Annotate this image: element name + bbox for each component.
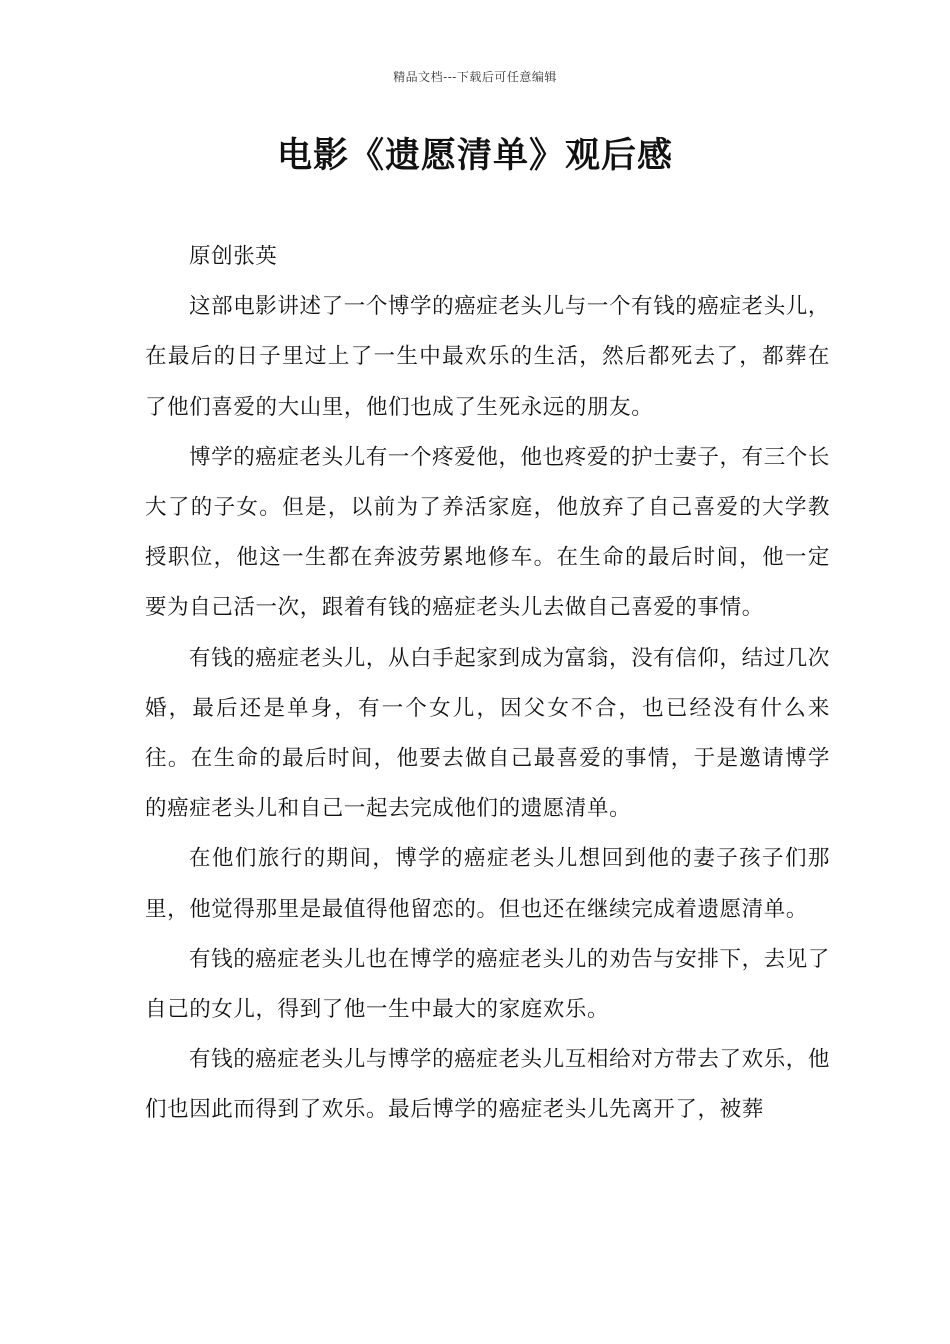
paragraph: 有钱的癌症老头儿与博学的癌症老头儿互相给对方带去了欢乐，他们也因此而得到了欢乐。最后博学的癌症老头儿先离开了，被葬 bbox=[145, 1047, 830, 1123]
paragraph: 在他们旅行的期间，博学的癌症老头儿想回到他的妻子孩子们那里，他觉得那里是最值得他留恋的。但也还在继续完成着遗愿清单。 bbox=[145, 846, 830, 922]
paragraph: 博学的癌症老头儿有一个疼爱他，他也疼爱的护士妻子，有三个长大了的子女。但是，以前为了养活家庭，他放弃了自己喜爱的大学教授职位，他这一生都在奔波劳累地修车。在生命的最后时间，他一定要为自己活一次，跟着有钱的癌症老头儿去做自己喜爱的事情。 bbox=[145, 444, 830, 621]
paragraph: 有钱的癌症老头儿也在博学的癌症老头儿的劝告与安排下，去见了自己的女儿，得到了他一生中最大的家庭欢乐。 bbox=[145, 946, 830, 1023]
paragraph: 有钱的癌症老头儿，从白手起家到成为富翁，没有信仰，结过几次婚，最后还是单身，有一个女儿，因父女不合，也已经没有什么来往。在生命的最后时间，他要去做自己最喜爱的事情，于是邀请博学的癌症老头儿和自己一起去完成他们的遗愿清单。 bbox=[145, 645, 830, 822]
paragraph: 这部电影讲述了一个博学的癌症老头儿与一个有钱的癌症老头儿，在最后的日子里过上了一生中最欢乐的生活，然后都死去了，都葬在了他们喜爱的大山里，他们也成了生死永远的朋友。 bbox=[145, 294, 830, 420]
header-note: 精品文档---下载后可任意编辑 bbox=[393, 70, 557, 84]
document-title: 电影《遗愿清单》观后感 bbox=[276, 136, 673, 176]
document-body bbox=[145, 232, 830, 1136]
author-line: 原创张英 bbox=[189, 244, 278, 269]
